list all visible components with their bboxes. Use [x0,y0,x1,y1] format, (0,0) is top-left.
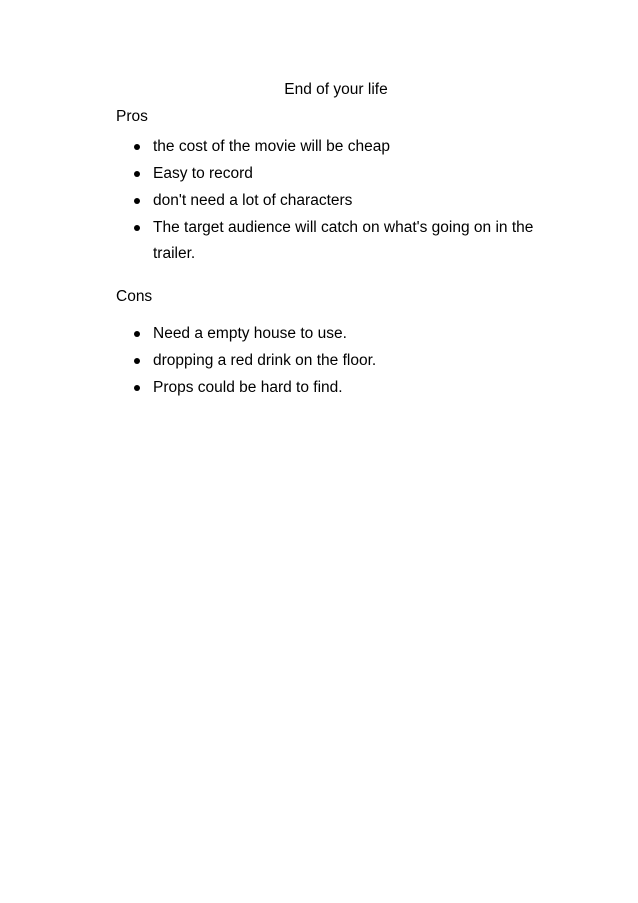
pros-item-text: the cost of the movie will be cheap [153,138,390,155]
cons-heading: Cons [116,288,153,305]
bullet-icon [134,144,140,150]
cons-item-text: dropping a red drink on the floor. [153,352,377,369]
pros-item-text: The target audience will catch on what's going on in the trailer. [153,219,534,262]
bullet-icon [134,171,140,177]
cons-item-text: Need a empty house to use. [153,325,347,342]
pros-item-text: Easy to record [153,165,253,182]
cons-list-item [116,375,576,401]
bullet-icon [134,358,140,364]
pros-item-text: don't need a lot of characters [153,192,353,209]
bullet-icon [134,385,140,391]
cons-item-text: Props could be hard to find. [153,379,343,396]
bullet-icon [134,225,140,231]
cons-list-item [116,321,576,347]
pros-list-item [116,161,576,187]
document-title: End of your life [284,81,388,98]
pros-list-item [116,215,576,267]
pros-list [116,134,576,268]
cons-list-item [116,348,576,374]
bullet-icon [134,331,140,337]
pros-list-item [116,188,576,214]
pros-list-item [116,134,576,160]
pros-heading: Pros [116,108,148,125]
bullet-icon [134,198,140,204]
cons-list [116,321,576,402]
